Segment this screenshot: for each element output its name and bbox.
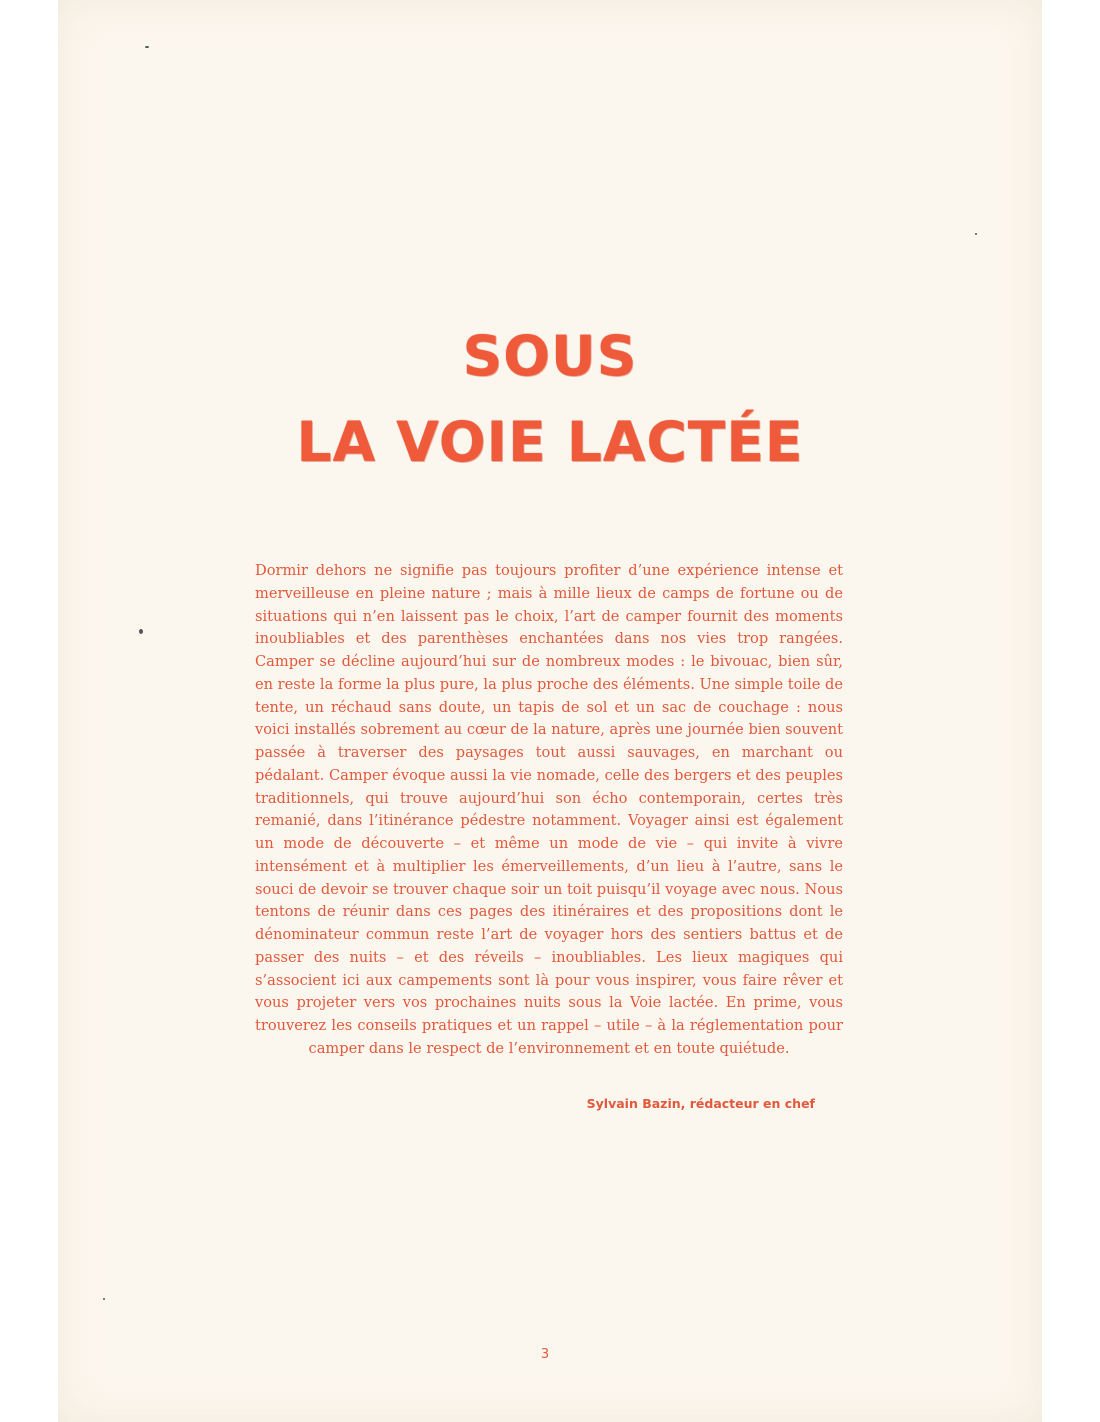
- page-title-line-2: LA VOIE LACTÉE: [296, 410, 804, 474]
- scan-speck: [975, 233, 977, 235]
- page-title-line-1: SOUS: [462, 324, 638, 388]
- scan-speck: [103, 1298, 105, 1300]
- scan-speck: [139, 629, 143, 634]
- author-signature: Sylvain Bazin, rédacteur en chef: [586, 1096, 815, 1111]
- scan-speck: [145, 46, 149, 48]
- page-number: 3: [540, 1347, 550, 1362]
- editorial-paragraph: Dormir dehors ne signifie pas toujours profiter d’une expérience intense et merveilleuse en pleine nature ; mais à mille lieux de camps de fortune ou de situations qui n’en laissent pas le choix, l’art de camper fournit des moments inoubliables et des parenthèses enchantées dans nos vies trop rangées. Camper se décline aujourd’hui sur de nombreux modes : le bivouac, bien sûr, en reste la forme la plus pure, la plus proche des éléments. Une simple toile de tente, un réchaud sans doute, un tapis de sol et un sac de couchage : nous voici installés sobrement au cœur de la nature, après une journée bien souvent passée à traverser des paysages tout aussi sauvages, en marchant ou pédalant. Camper évoque aussi la vie nomade, celle des bergers et des peuples traditionnels, qui trouve aujourd’hui son écho contemporain, certes très remanié, dans l’itinérance pédestre notamment. Voyager ainsi est également un mode de découverte – et même un mode de vie – qui invite à vivre intensément et à multiplier les émerveillements, d’un lieu à l’autre, sans le souci de devoir se trouver chaque soir un toit puisqu’il voyage avec nous. Nous tentons de réunir dans ces pages des itinéraires et des propositions dont le dénominateur commun reste l’art de voyager hors des sentiers battus et de passer des nuits – et des réveils – inoubliables. Les lieux magiques qui s’associent ici aux campements sont là pour vous inspirer, vous faire rêver et vous projeter vers vos prochaines nuits sous la Voie lactée. En prime, vous trouverez les conseils pratiques et un rappel – utile – à la réglementation pour camper dans le respect de l’environnement et en toute quiétude.: [255, 562, 843, 1057]
